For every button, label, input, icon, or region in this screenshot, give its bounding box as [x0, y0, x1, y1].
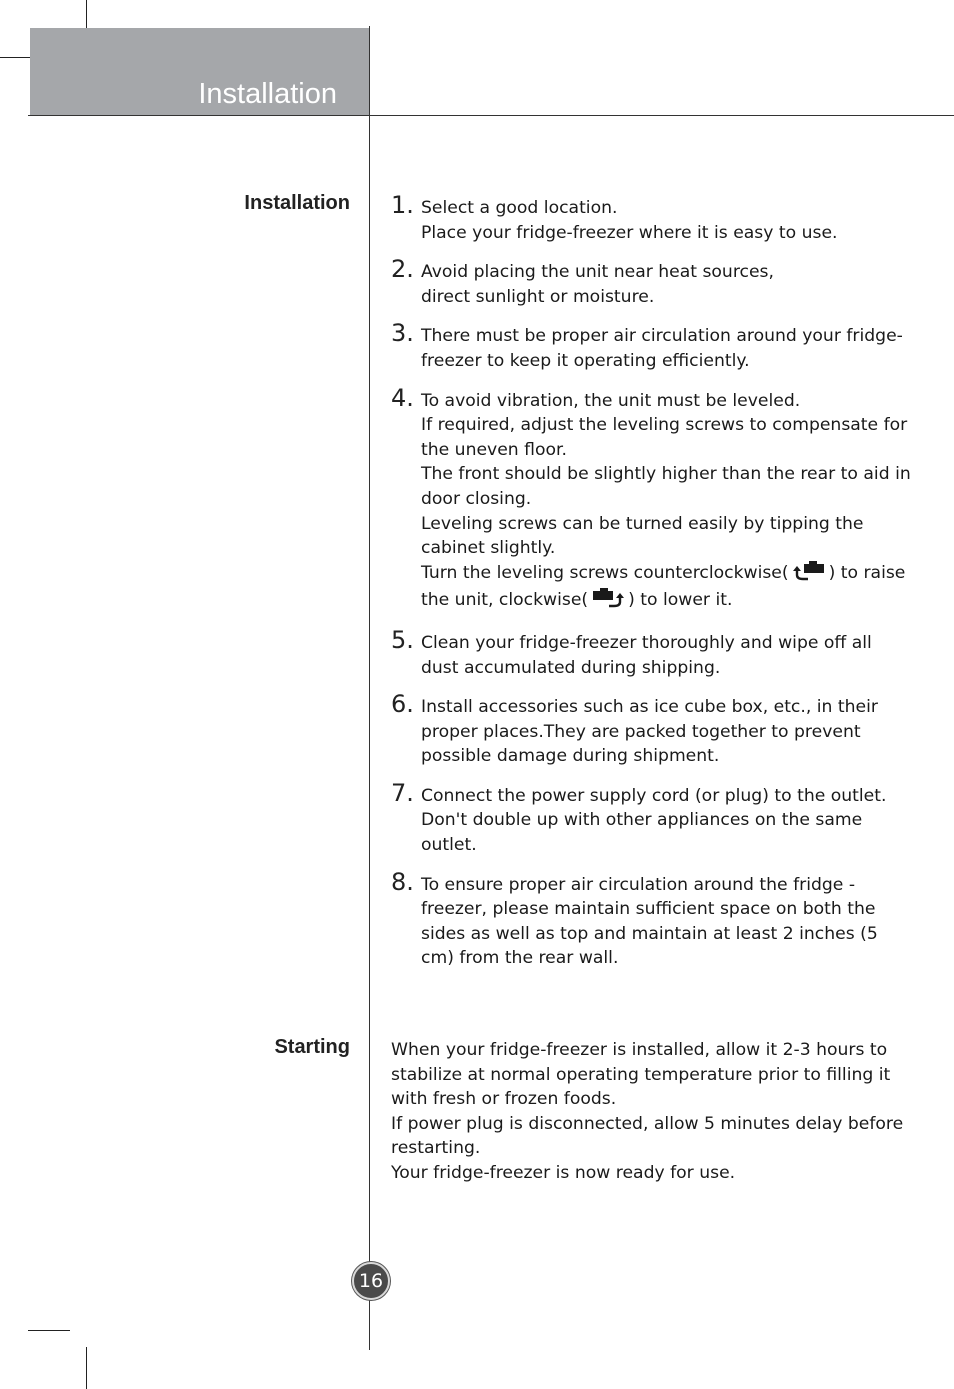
installation-heading: Installation	[244, 192, 350, 214]
step-text: Select a good location.	[421, 198, 618, 218]
step-text: Install accessories such as ice cube box, etc., in their proper places.They are packed together to prevent possible damage during shipment.	[421, 697, 878, 767]
clockwise-arrow-icon	[591, 588, 625, 616]
step-text: There must be proper air circulation around your fridge-freezer to keep it operating efficiently.	[421, 326, 903, 371]
step-number: 3.	[391, 319, 414, 348]
step-8	[391, 869, 911, 971]
header-rule	[28, 115, 954, 116]
step-7	[391, 780, 911, 858]
step-number: 2.	[391, 255, 414, 284]
step-number: 8.	[391, 867, 414, 896]
step-text: If required, adjust the leveling screws to compensate for the uneven floor.	[421, 415, 908, 460]
step-number: 4.	[391, 383, 414, 412]
page-number: 16	[352, 1262, 390, 1300]
step-number: 1.	[391, 191, 414, 219]
starting-text: Your fridge-freezer is now ready for use.	[391, 1162, 736, 1183]
step-text: Connect the power supply cord (or plug) to the outlet.	[421, 785, 887, 806]
step-number: 5.	[391, 625, 414, 654]
crop-mark-bottom-vertical	[86, 1347, 87, 1389]
step-3	[391, 320, 911, 373]
step-text: To ensure proper air circulation around the fridge - freezer, please maintain sufficient space on both the sides as well as top and maintain at least 2 inches (5 cm) from the rear wall.	[421, 874, 878, 969]
page-title: Installation	[198, 78, 337, 110]
leveling-instruction	[421, 561, 911, 616]
crop-mark-bottom-horizontal	[28, 1330, 70, 1331]
step-text: Leveling screws can be turned easily by tipping the cabinet slightly.	[421, 513, 864, 559]
leveling-text-part3: ) to lower it.	[628, 590, 733, 611]
step-number: 7.	[391, 778, 414, 807]
step-1	[391, 192, 911, 245]
leveling-text-part2: ) to raise the unit, clockwise(	[421, 562, 906, 611]
step-4	[391, 385, 911, 616]
step-text: Don't double up with other appliances on the same outlet.	[421, 810, 863, 856]
step-text: Clean your fridge-freezer thoroughly and wipe off all dust accumulated during shipping.	[421, 632, 872, 678]
crop-mark-top-vertical	[86, 0, 87, 28]
step-number: 6.	[391, 690, 414, 719]
step-text: direct sunlight or moisture.	[421, 286, 655, 307]
starting-body	[391, 1038, 911, 1186]
step-text: Place your fridge-freezer where it is easy to use.	[421, 222, 838, 243]
column-divider	[369, 26, 370, 1350]
leveling-text-part1: Turn the leveling screws counterclockwise(	[421, 562, 789, 583]
step-5	[391, 627, 911, 680]
starting-text: When your fridge-freezer is installed, allow it 2-3 hours to stabilize at normal operating temperature prior to filling it with fresh or frozen foods.	[391, 1040, 891, 1110]
starting-text: If power plug is disconnected, allow 5 minutes delay before restarting.	[391, 1113, 904, 1159]
installation-steps	[391, 192, 911, 982]
step-text: The front should be slightly higher than the rear to aid in door closing.	[421, 464, 911, 509]
step-text: To avoid vibration, the unit must be leveled.	[421, 390, 801, 411]
step-2	[391, 256, 911, 309]
step-text: Avoid placing the unit near heat sources,	[421, 262, 774, 283]
header-banner	[30, 28, 369, 115]
step-6	[391, 691, 911, 769]
starting-heading: Starting	[274, 1036, 350, 1058]
counterclockwise-arrow-icon	[792, 561, 826, 589]
